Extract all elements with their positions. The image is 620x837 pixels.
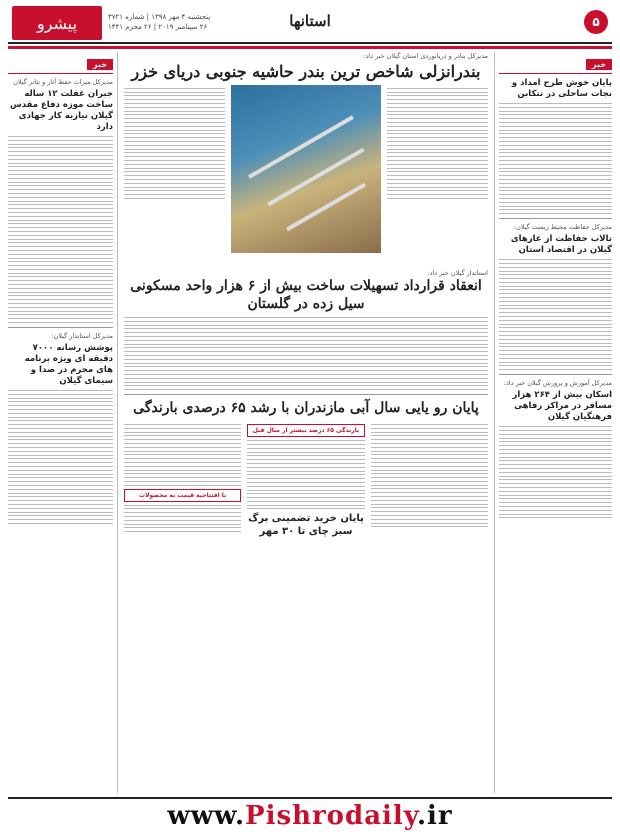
article-title[interactable]: جبران غفلت ۱۲ ساله ساخت موزه دفاع مقدس گیلان نیازبه کار جهادی دارد: [9, 89, 113, 132]
article-kicker: مدیرکل میراث حفظ آثار و تئاتر گیلان: [13, 78, 113, 86]
article-title[interactable]: اسکان بیش از ۲۶۴ هزار مسافر در مراکز رفاهی فرهنگیان گیلان: [512, 390, 612, 423]
url-suffix: .ir: [416, 801, 453, 831]
news-tag: خبر: [87, 59, 113, 70]
highlight-box: بارندگی ۶۵ درصد بیشتر از سال قبل: [247, 424, 364, 437]
newspaper-logo: پیشرو: [12, 6, 102, 40]
url-prefix: www.: [167, 801, 246, 831]
article-kicker: مدیرکل حفاظت محیط زیست گیلان:: [513, 223, 612, 232]
article-text: [124, 505, 241, 533]
article-text: [124, 424, 241, 486]
article-text: [371, 421, 488, 541]
issue-date: [108, 12, 210, 32]
story-headline[interactable]: پایان رو یایی سال آبی مازندران با رشد ۶۵ درصدی بارندگی: [133, 400, 479, 417]
article-title[interactable]: تالاب حفاظت از غازهای گیلان در اقتصاد استان: [510, 234, 612, 256]
lead-headline[interactable]: بندرانزلی شاخص ترین بندر حاشیه جنوبی دریای خزر: [131, 62, 481, 81]
article-title[interactable]: پایان خوش طرح امداد و نجات ساحلی در تنکابن: [511, 78, 612, 99]
lead-story: [124, 85, 488, 265]
article-text: [8, 390, 113, 524]
story-body: [124, 421, 488, 541]
article-text: [124, 317, 488, 390]
website-link[interactable]: [8, 799, 612, 833]
main-column: [124, 52, 488, 793]
page-header: [8, 6, 612, 44]
article-text: [8, 136, 113, 323]
right-column: [494, 52, 612, 793]
article-title[interactable]: پوشش رسانه ۷۰۰۰ دقیقه ای ویژه برنامه های محرم در صدا و سیمای گیلان: [24, 343, 113, 387]
article-kicker: مدیرکل استاندار گیلان:: [51, 332, 113, 341]
date-line-1: پنجشنبه ۴ مهر ۱۳۹۸ | شماره ۳۷۲۱: [108, 13, 211, 21]
article-text: [124, 85, 225, 265]
url-brand: Pishrodaily: [245, 801, 417, 831]
footer-banner: [8, 797, 612, 831]
highlight-box: با افتتاحیه قیمت به محصولات: [124, 489, 241, 502]
news-tag: خبر: [586, 59, 612, 70]
story-kicker: استاندار گیلان خبر داد:: [427, 269, 488, 277]
article-text: [499, 103, 612, 214]
left-column: [8, 52, 118, 793]
article-text: [387, 85, 488, 265]
header-divider: [8, 46, 612, 49]
article-text: [499, 259, 612, 370]
date-line-2: ۲۶ سپتامبر ۲۰۱۹ | ۲۶ محرم ۱۴۴۱: [108, 23, 208, 31]
section-title: استانها: [289, 12, 331, 30]
story-headline[interactable]: انعقاد قرارداد تسهیلات ساخت بیش از ۶ هزار واحد مسکونی سیل زده در گلستان: [130, 278, 482, 312]
article-text: [499, 426, 612, 518]
port-photo: [231, 85, 381, 253]
lead-kicker: مدیرکل بنادر و دریانوردی استان گیلان خبر داد:: [363, 52, 488, 60]
article-text: [247, 440, 364, 509]
story-headline[interactable]: پایان خرید تضمینی برگ سبز چای تا ۳۰ مهر: [248, 513, 364, 538]
article-kicker: مدیرکل آموزش و پرورش گیلان خبر داد:: [503, 379, 612, 388]
page-number: ۵: [584, 10, 608, 34]
